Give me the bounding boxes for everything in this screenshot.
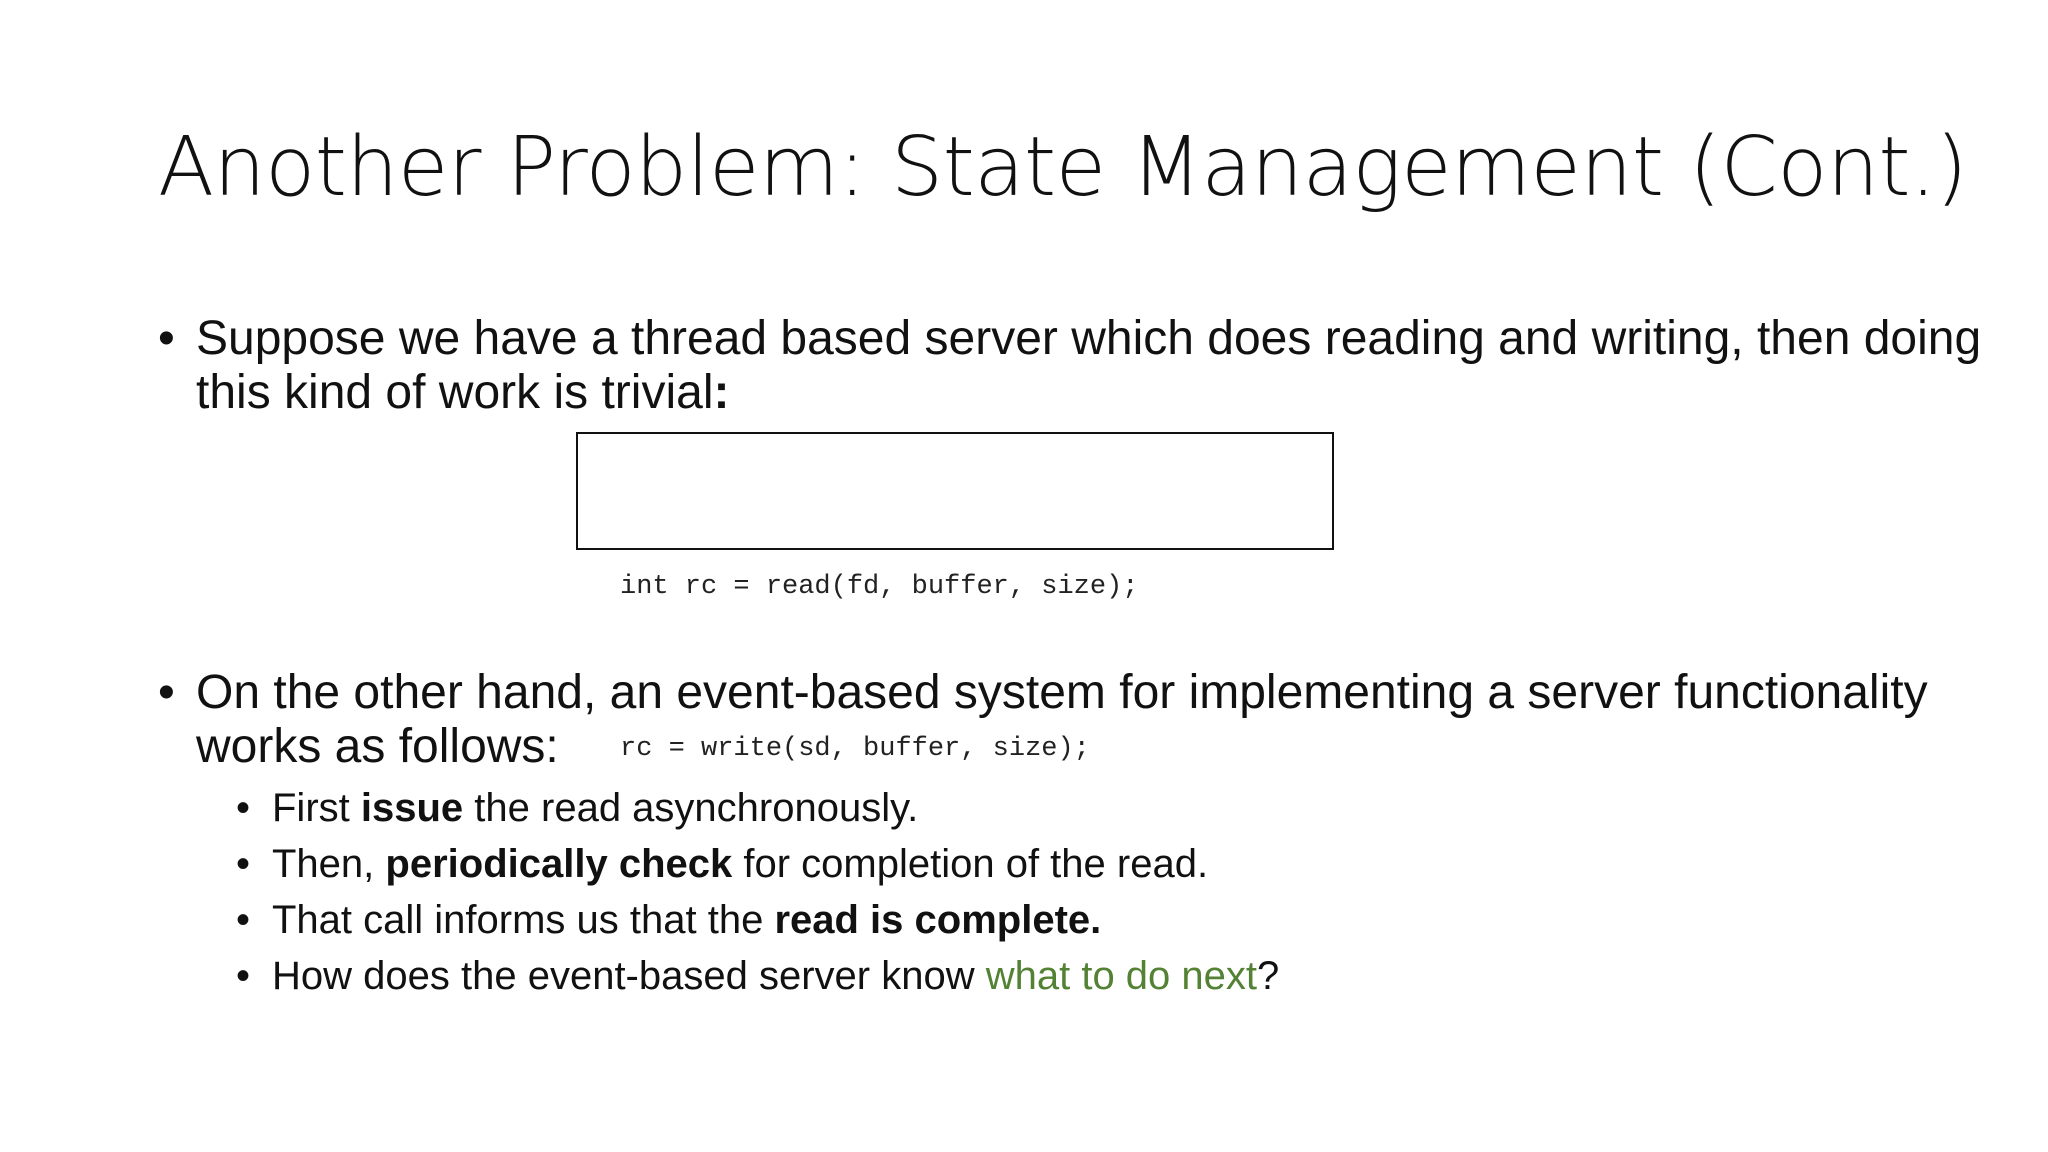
sub-bullet-post: the read asynchronously. (463, 786, 919, 830)
sub-bullet-pre: First (272, 786, 361, 830)
sub-bullet-post: ? (1257, 954, 1280, 998)
sub-bullet-bold: read is complete. (774, 898, 1102, 942)
sub-bullet-dot-icon: • (236, 954, 251, 998)
sub-bullet-issue-read (236, 780, 1988, 836)
slide-title: Another Problem: State Management (Cont.) (158, 120, 1968, 215)
bullet-item-event-based (158, 666, 1988, 774)
sub-bullet-read-complete (236, 892, 1988, 948)
bullet-text: Suppose we have a thread based server which does reading and writing, then doing this kind of work is trivial (196, 312, 1982, 419)
sub-bullet-post: for completion of the read. (732, 842, 1209, 886)
sub-bullet-accent: what to do next (985, 954, 1258, 998)
bullet-group-2 (158, 666, 1988, 1004)
sub-bullet-what-next (236, 948, 1988, 1004)
sub-bullet-bold: periodically check (385, 842, 733, 886)
bullet-group-1 (158, 312, 1988, 420)
code-line-write: rc = write(sd, buffer, size); (620, 734, 1090, 764)
sub-bullet-dot-icon: • (236, 786, 251, 830)
sub-bullet-list (236, 780, 1988, 1004)
sub-bullet-dot-icon: • (236, 842, 251, 886)
sub-bullet-pre: That call informs us that the (272, 898, 775, 942)
code-line-read: int rc = read(fd, buffer, size); (620, 572, 1139, 602)
sub-bullet-bold: issue (360, 786, 464, 830)
sub-bullet-dot-icon: • (236, 898, 251, 942)
bullet-colon: : (713, 366, 730, 419)
code-snippet-box (576, 432, 1334, 764)
bullet-item-thread-server (158, 312, 1988, 420)
sub-bullet-periodic-check (236, 836, 1988, 892)
bullet-dot-icon: • (158, 666, 175, 719)
sub-bullet-pre: How does the event-based server know (272, 954, 986, 998)
bullet-text: On the other hand, an event-based system for implementing a server functionality works as follows: (196, 666, 1928, 773)
bullet-dot-icon: • (158, 312, 175, 365)
sub-bullet-pre: Then, (272, 842, 386, 886)
